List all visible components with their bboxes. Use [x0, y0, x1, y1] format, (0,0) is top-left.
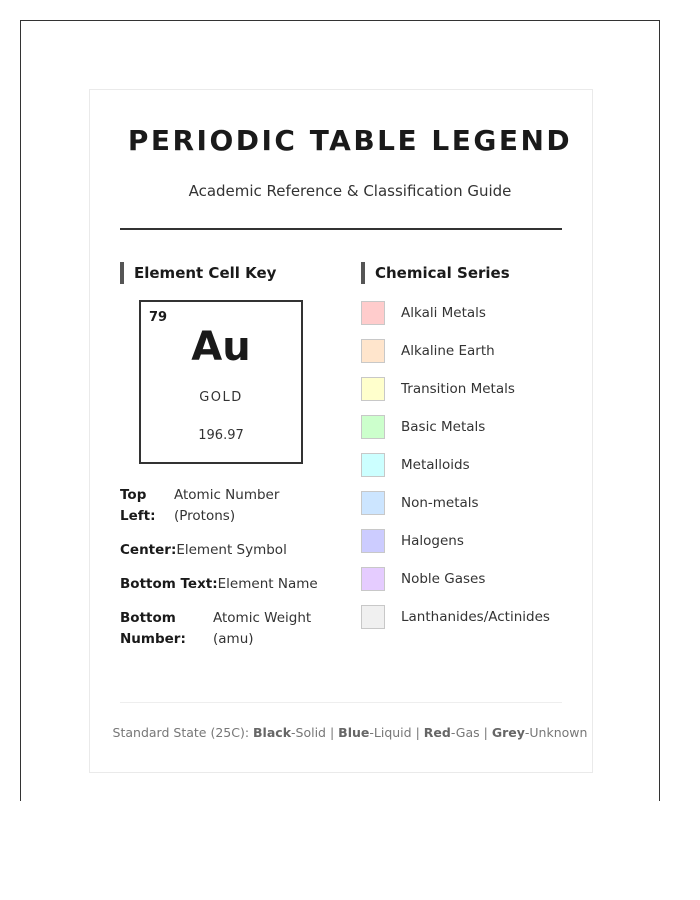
element-symbol: Au — [191, 324, 251, 370]
legend-label: Non-metals — [401, 495, 479, 511]
legend-item-lanthanides-actinides — [361, 604, 550, 630]
key-label: Top Left: — [120, 487, 156, 524]
legend-item-non-metals — [361, 490, 479, 516]
color-swatch — [361, 529, 385, 553]
key-text: Atomic Weight (amu) — [213, 610, 312, 647]
legend-label: Alkaline Earth — [401, 343, 495, 359]
legend-label: Lanthanides/Actinides — [401, 609, 550, 625]
color-swatch — [361, 605, 385, 629]
color-swatch — [361, 567, 385, 591]
footer-divider — [120, 702, 562, 703]
key-description-bottom-number — [120, 608, 311, 650]
legend-item-halogens — [361, 528, 464, 554]
header-divider — [120, 228, 562, 230]
key-text: Element Name — [217, 576, 318, 592]
page-subtitle: Academic Reference & Classification Guide — [188, 182, 512, 200]
legend-label: Alkali Metals — [401, 305, 486, 321]
page-title: PERIODIC TABLE LEGEND — [127, 124, 573, 157]
color-swatch — [361, 377, 385, 401]
legend-item-noble-gases — [361, 566, 485, 592]
key-label: Center: — [120, 542, 177, 558]
atomic-weight: 196.97 — [198, 428, 244, 443]
standard-state-footer: Standard State (25C): Black-Solid | Blue-Liquid | Red-Gas | Grey-Unknown — [112, 725, 588, 740]
legend-label: Transition Metals — [401, 381, 515, 397]
section-heading-cell-key: Element Cell Key — [120, 262, 276, 284]
color-swatch — [361, 453, 385, 477]
legend-label: Metalloids — [401, 457, 470, 473]
key-text: Element Symbol — [176, 542, 287, 558]
legend-item-alkaline-earth — [361, 338, 495, 364]
key-label: Bottom Number: — [120, 610, 186, 647]
legend-label: Halogens — [401, 533, 464, 549]
legend-label: Basic Metals — [401, 419, 486, 435]
key-label: Bottom Text: — [120, 576, 218, 592]
section-heading-chemical-series: Chemical Series — [361, 262, 510, 284]
key-description-bottom-text — [120, 574, 318, 595]
legend-item-metalloids — [361, 452, 470, 478]
color-swatch — [361, 339, 385, 363]
color-swatch — [361, 301, 385, 325]
atomic-number: 79 — [149, 310, 168, 325]
sample-element-cell — [139, 300, 303, 464]
legend-item-transition-metals — [361, 376, 515, 402]
color-swatch — [361, 491, 385, 515]
legend-item-alkali-metals — [361, 300, 486, 326]
key-description-top-left — [120, 485, 279, 527]
color-swatch — [361, 415, 385, 439]
legend-item-basic-metals — [361, 414, 485, 440]
key-description-center — [120, 540, 287, 561]
key-text: Atomic Number (Protons) — [174, 487, 280, 524]
legend-label: Noble Gases — [401, 571, 486, 587]
element-name: GOLD — [199, 390, 243, 405]
